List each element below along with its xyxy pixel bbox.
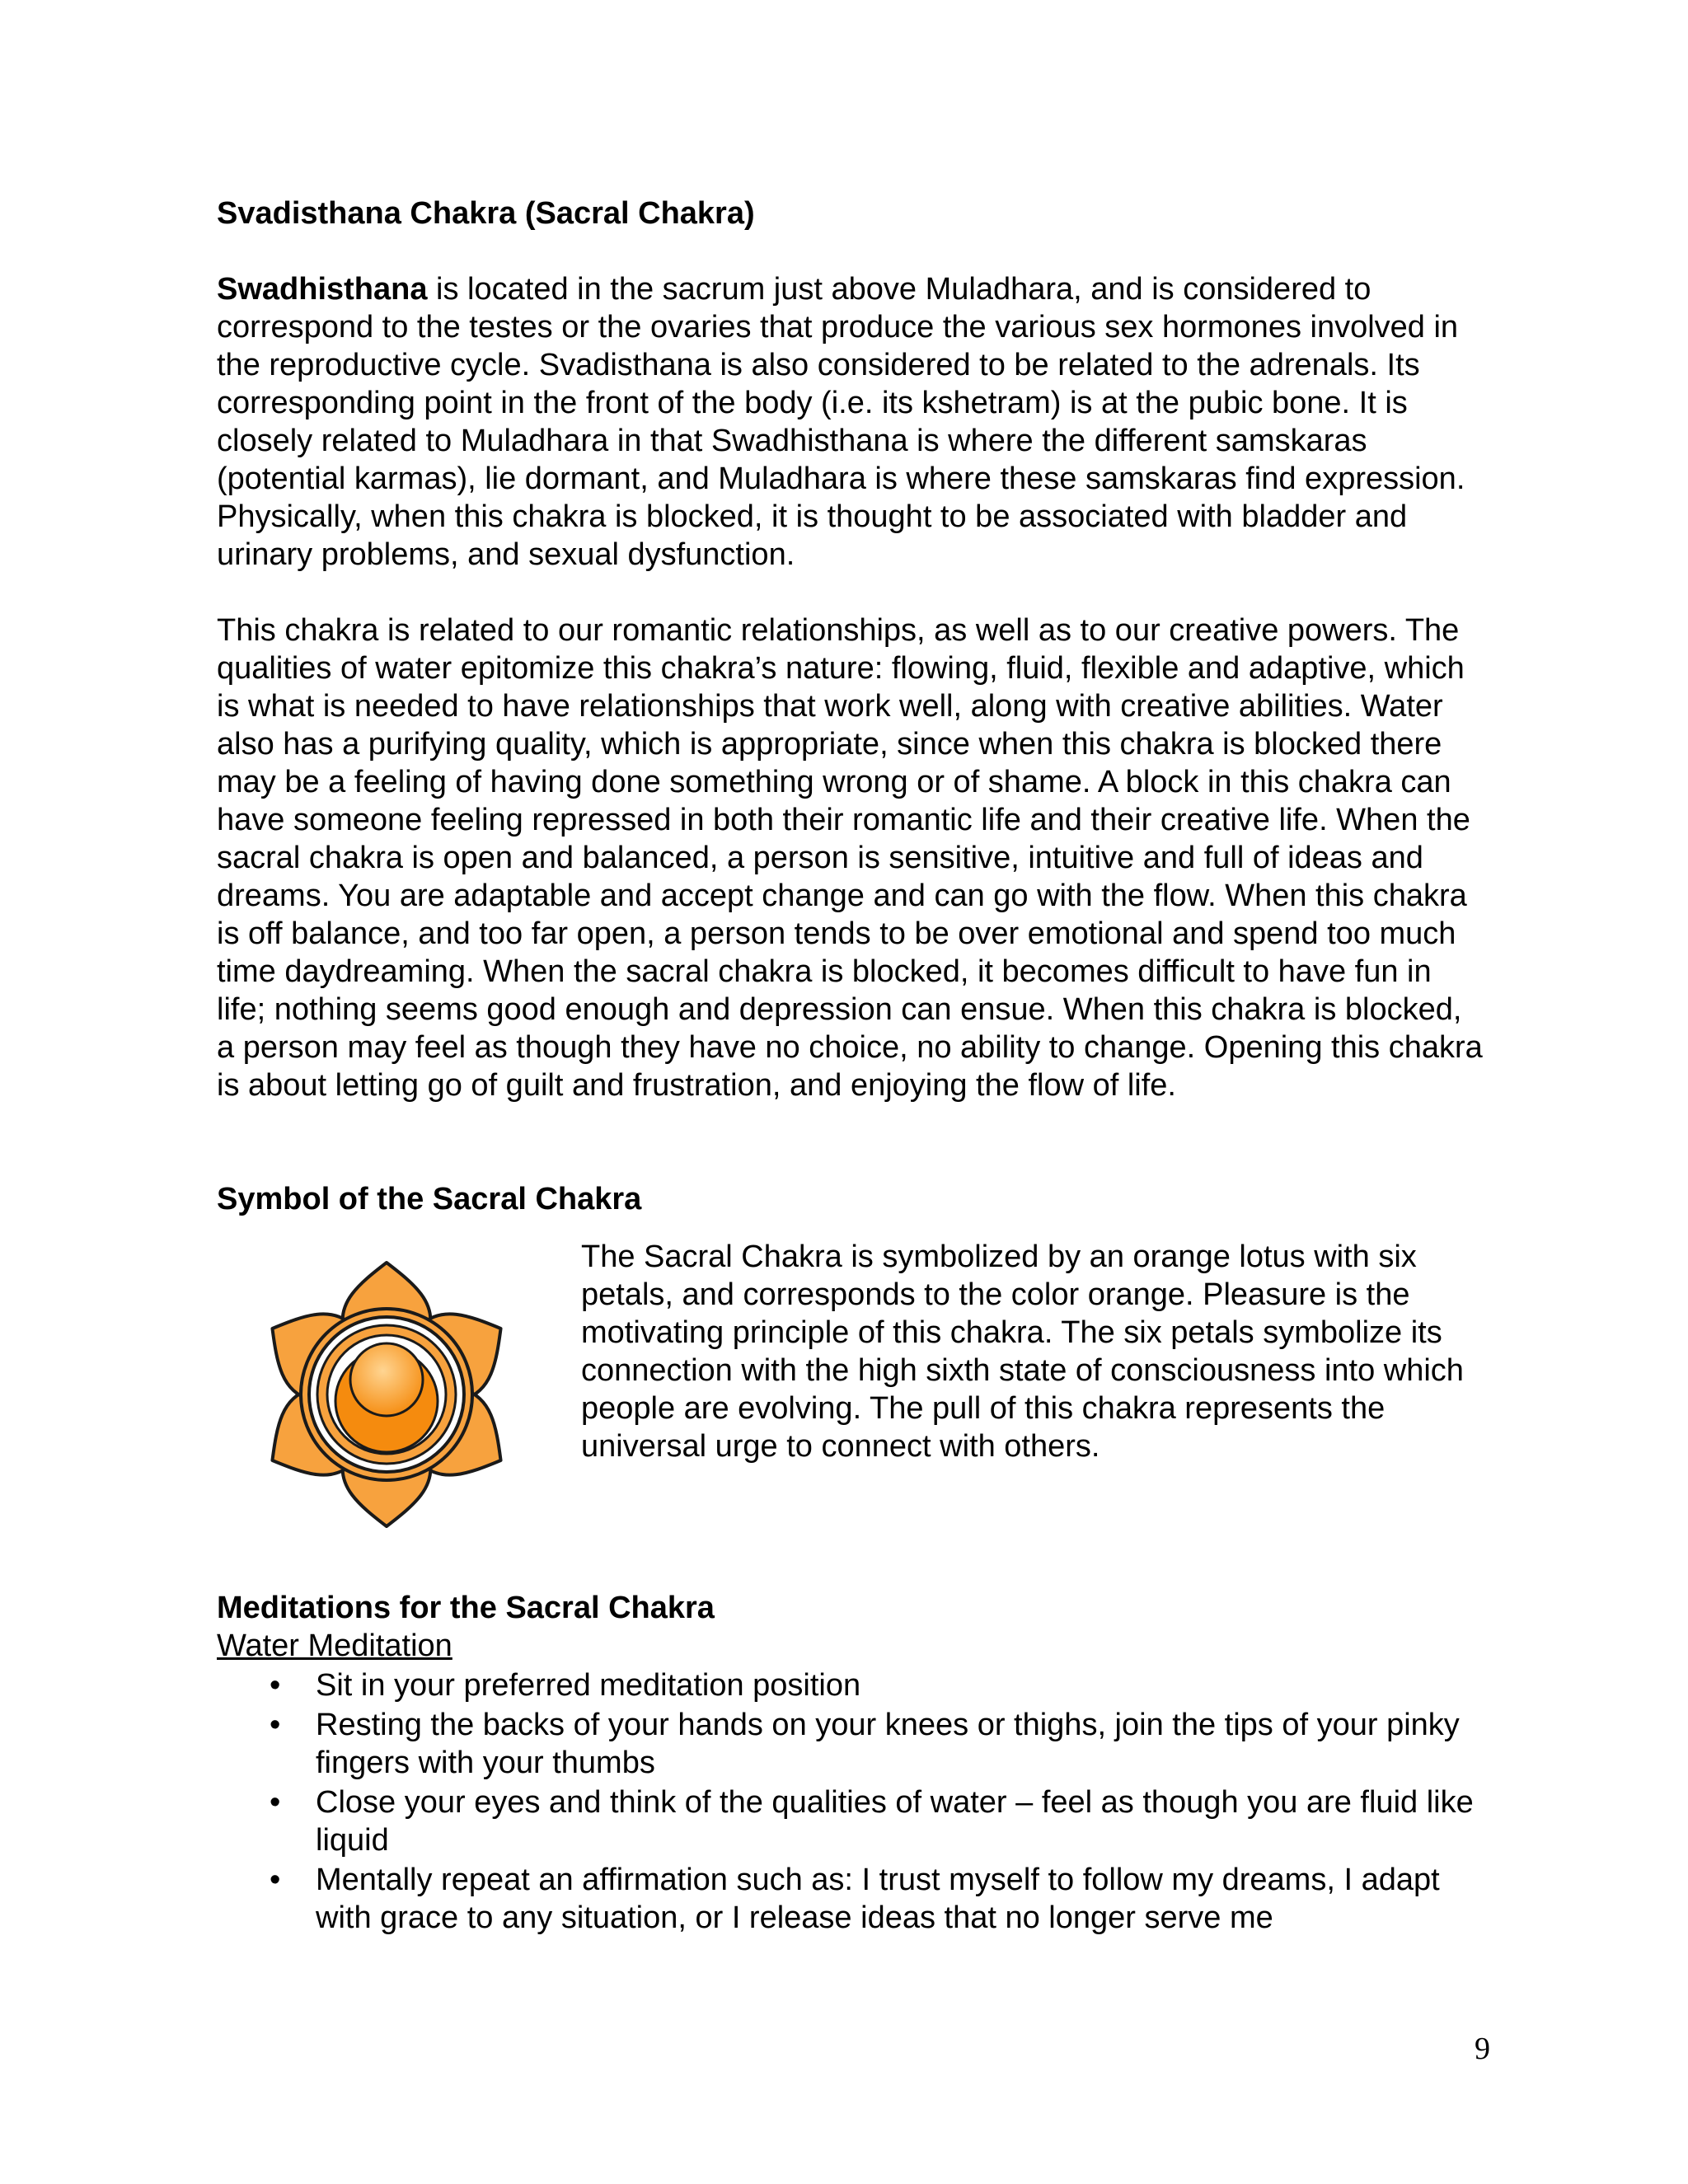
list-item: • Mentally repeat an affirmation such as: I trust myself to follow my dreams, I adapt with grace to any situation, or I release ideas that no longer serve me: [217, 1861, 1486, 1937]
paragraph-lead-term: Swadhisthana: [217, 272, 428, 307]
sacral-lotus-icon: [248, 1256, 525, 1533]
symbol-description: The Sacral Chakra is symbolized by an orange lotus with six petals, and corresponds to the color orange. Pleasure is the motivating principle of this chakra. The six petals symbolize its connection with the high sixth state of consciousness into which people are evolving. The pull of this chakra represents the universal urge to connect with others.: [581, 1240, 1464, 1464]
paragraph-swadhisthana: [217, 270, 1486, 574]
lotus-center-disc: [350, 1343, 423, 1416]
paragraph-relationships: This chakra is related to our romantic relationships, as well as to our creative powers. The qualities of water epitomize this chakra’s nature: flowing, fluid, flexible and adaptive, which is what is needed to have relationships that work well, along with creative abilities. Water also has a purifying quality, which is appropriate, since when this chakra is blocked there may be a feeling of having done something wrong or of shame. A block in this chakra can have someone feeling repressed in both their romantic life and their creative life. When the sacral chakra is open and balanced, a person is sensitive, intuitive and full of ideas and dreams. You are adaptable and accept change and can go with the flow. When this chakra is off balance, and too far open, a person tends to be over emotional and spend too much time daydreaming. When the sacral chakra is blocked, it becomes difficult to have fun in life; nothing seems good enough and depression can ensue. When this chakra is blocked, a person may feel as though they have no choice, no ability to change. Opening this chakra is about letting go of guilt and frustration, and enjoying the flow of life.: [217, 613, 1483, 1103]
page-number: 9: [1475, 2032, 1490, 2066]
paragraph-body: is located in the sacrum just above Muladhara, and is considered to correspond to the testes or the ovaries that produce the various sex hormones involved in the reproductive cycle. Svadisthana is also considered to be related to the adrenals. Its corresponding point in the front of the body (i.e. its kshetram) is at the pubic bone. It is closely related to Muladhara in that Swadhisthana is where the different samskaras (potential karmas), lie dormant, and Muladhara is where these samskaras find expression. Physically, when this chakra is blocked, it is thought to be associated with bladder and urinary problems, and sexual dysfunction.: [217, 272, 1465, 572]
meditations-title: Meditations for the Sacral Chakra: [217, 1591, 715, 1625]
document-page: [217, 194, 1486, 1937]
section-title: Svadisthana Chakra (Sacral Chakra): [217, 196, 755, 231]
meditation-steps: [217, 1666, 1486, 1937]
symbol-section: [217, 1238, 1486, 1543]
list-item: • Resting the backs of your hands on your knees or thighs, join the tips of your pinky fingers with your thumbs: [217, 1706, 1486, 1782]
meditation-subtitle: Water Meditation: [217, 1629, 452, 1663]
list-item: • Close your eyes and think of the qualities of water – feel as though you are fluid like liquid: [217, 1783, 1486, 1859]
list-item: • Sit in your preferred meditation position: [217, 1666, 1486, 1704]
symbol-section-title: Symbol of the Sacral Chakra: [217, 1182, 642, 1216]
